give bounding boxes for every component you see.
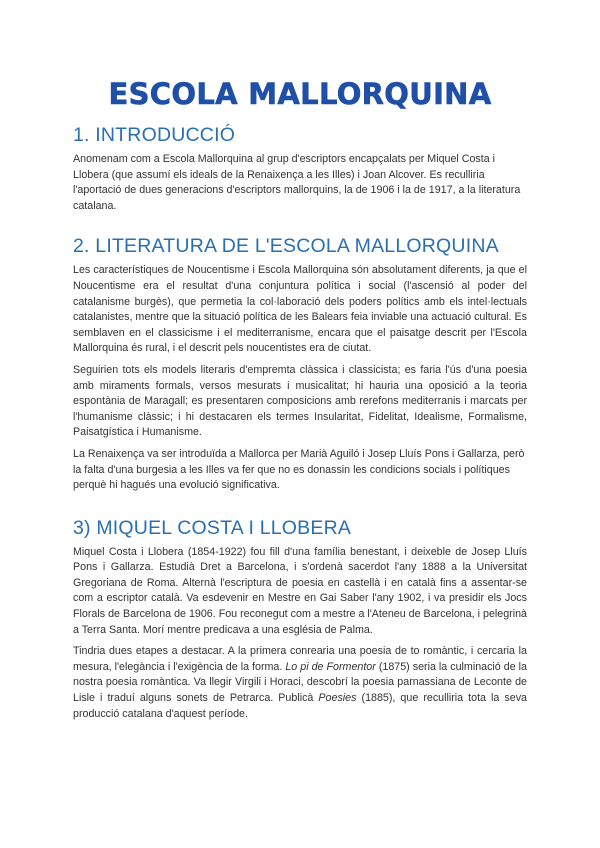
section-miquel-costa (73, 516, 527, 723)
paragraph (73, 644, 527, 722)
book-title: Lo pi de Formentor (285, 660, 376, 673)
section-heading: 1. INTRODUCCIÓ (73, 124, 236, 146)
section-introduccio (73, 123, 527, 214)
paragraph: Miquel Costa i Llobera (1854-1922) fou fill d'una família benestant, i deixeble de Josep Lluís Pons i Gallarza. Estudià Dret a Barcelona, i s'ordenà sacerdot l'any 1888 a la Universitat Gregoriana de Roma. Alternà l'escriptura de poesia en castellà i en català fins a assentar-se com a escriptor català. Va esdevenir en Mestre en Gai Saber l'any 1902, i va presidir els Jocs Florals de Barcelona de 1906. Fou reconegut com a mestre a l'Ateneu de Barcelona, i pelegrinà a Terra Santa. Morí mentre predicava a una església de Palma. (73, 545, 527, 636)
paragraph: Seguirien tots els models literaris d'empremta clàssica i classicista; es faria l'ús d'una poesia amb miraments formals, versos mesurats i musicalitat; hi hauria una oposició a la teoria espontània de Maragall; es presentaren composicions amb rerefons mediterranis i marcats per l'humanisme clàssic; i hi destacaren els termes Insularitat, Fidelitat, Idealisme, Formalisme, Paisatgística i Humanisme. (73, 363, 527, 439)
text-run: (1875) seria la culminació de la nostra poesia romàntica. Va llegir Virgili i Horaci, descobrí la poesia parnassiana de Leconte de Lisle i traduí alguns sonets de Petrarca. Publicà (73, 660, 527, 705)
section-heading: 3) MIQUEL COSTA I LLOBERA (73, 516, 352, 539)
paragraph: Les característiques de Noucentisme i Escola Mallorquina són absolutament diferents, ja que el Noucentisme era el resultat d'una conjuntura política i social (l'ascensió al poder del catalanisme burgès), que permetia la col·laboració dels poders polítics amb els intel·lectuals catalanistes, mentre que la situació política de les Balears feia inviable una actuació cultural. Es semblaven en el classicisme i el mediterranisme, encara que el paisatge descrit per l'Escola Mallorquina és rural, i el descrit pels noucentistes era de ciutat. (73, 264, 527, 355)
section-heading: 2. LITERATURA DE L'ESCOLA MALLORQUINA (73, 235, 499, 258)
text-run: (1885), que reculliria tota la seva producció catalana d'aquest període. (73, 692, 527, 720)
paragraph: La Renaixença va ser introduïda a Mallorca per Marià Aguiló i Josep Lluís Pons i Gallarza, però la falta d'una burgesia a les Illes va fer que no es donassin les condicions socials i polítiques perquè hi hagués una evolució significativa. (73, 447, 525, 492)
paragraph: Anomenam com a Escola Mallorquina al grup d'escriptors encapçalats per Miquel Costa i Llobera (que assumí els ideals de la Renaixença a les Illes) i Joan Alcover. Es reculliria l'aportació de dues generacions d'escriptors mallorquins, la de 1906 i la de 1917, a la literatura catalana. (73, 153, 521, 212)
document-title: ESCOLA MALLORQUINA (108, 77, 492, 111)
section-literatura (73, 234, 527, 493)
book-title: Poesies (318, 692, 357, 705)
text-run: Tindria dues etapes a destacar. A la primera conrearia una poesia de to romàntic, i cercaria la mesura, l'elegància i l'exigència de la forma. (73, 645, 527, 673)
